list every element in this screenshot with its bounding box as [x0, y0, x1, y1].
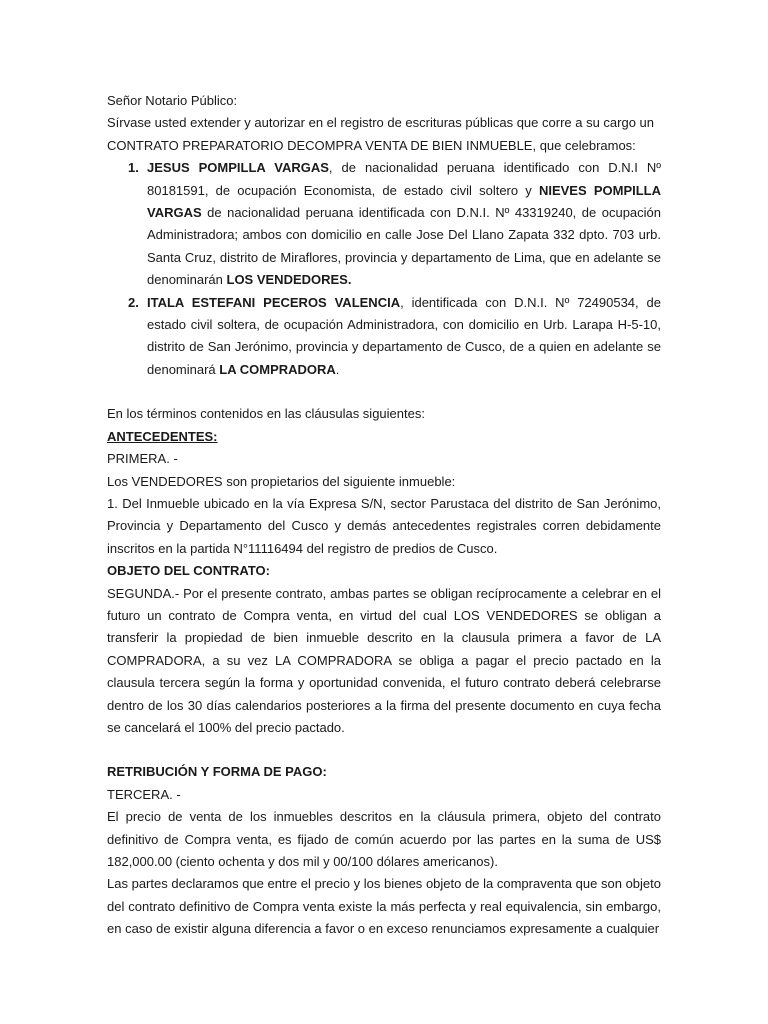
- tercera-paragraph-2: Las partes declaramos que entre el precio y los bienes objeto de la compraventa que son objeto del contrato definitivo de Compra venta existe la más perfecta y real equivalencia, sin embargo, en caso de existir alguna diferencia a favor o en exceso renunciamos expresamente a cualquier: [107, 876, 661, 937]
- parties-list: [107, 157, 661, 381]
- party-item-2: [107, 292, 661, 382]
- party-number: 2.: [128, 294, 139, 310]
- antecedentes-heading: ANTECEDENTES:: [107, 428, 218, 444]
- segunda-clause: SEGUNDA.- Por el presente contrato, ambas partes se obligan recíprocamente a celebrar en el futuro un contrato de Compra venta, en virtud del cual LOS VENDEDORES se obligan a transferir la propiedad de bien inmueble descrito en la clausula primera a favor de LA COMPRADORA, a su vez LA COMPRADORA se obliga a pagar el precio pactado en la clausula tercera según la forma y oportunidad convenida, el futuro contrato deberá celebrarse dentro de los 30 días calendarios posteriores a la firma del presente documento en cuya fecha se cancelará el 100% del precio pactado.: [107, 585, 661, 735]
- tercera-label: TERCERA. -: [107, 786, 181, 802]
- party-name: ITALA ESTEFANI PECEROS VALENCIA: [147, 294, 401, 310]
- tercera-paragraph-1: El precio de venta de los inmuebles descritos en la cláusula primera, objeto del contrato definitivo de Compra venta, es fijado de común acuerdo por las partes en la suma de US$ 182,000.00 (ciento ochenta y dos mil y 00/100 dólares americanos).: [107, 809, 661, 869]
- party-details: , identificada con D.N.I. Nº 72490534, de estado civil soltera, de ocupación Administradora, con domicilio en Urb. Larapa H-5-10, distrito de San Jerónimo, provincia y departamento de Cusco, de a quien en adelante se denominará: [147, 294, 661, 377]
- party-role: LOS VENDEDORES.: [226, 272, 352, 288]
- party-details: , de nacionalidad peruana identificado con D.N.I Nº 80181591, de ocupación Economista, de estado civil soltero y: [147, 160, 661, 198]
- intro-line-1: Sírvase usted extender y autorizar en el registro de escrituras públicas que corre a su cargo un: [107, 115, 655, 131]
- party-role: LA COMPRADORA: [219, 361, 336, 377]
- party-number: 1.: [128, 160, 139, 176]
- primera-label: PRIMERA. -: [107, 451, 178, 467]
- objeto-heading: OBJETO DEL CONTRATO:: [107, 563, 270, 579]
- intro-line-2: CONTRATO PREPARATORIO DECOMPRA VENTA DE BIEN INMUEBLE, que celebramos:: [107, 137, 636, 153]
- primera-line: Los VENDEDORES son propietarios del siguiente inmueble:: [107, 473, 456, 489]
- party-item-1: [107, 157, 661, 291]
- primera-item: 1. Del Inmueble ubicado en la vía Expresa S/N, sector Parustaca del distrito de San Jerónimo, Provincia y Departamento del Cusco y demás antecedentes registrales corren debidamente inscritos en la partida N°11116494 del registro de predios de Cusco.: [107, 495, 661, 556]
- party-name: NIEVES POMPILLA VARGAS: [147, 182, 661, 221]
- party-name: JESUS POMPILLA VARGAS: [147, 160, 329, 176]
- greeting: Señor Notario Público:: [107, 93, 238, 108]
- party-details: de nacionalidad peruana identificada con D.N.I. Nº 43319240, de ocupación Administradora; ambos con domicilio en calle Jose Del Llano Zapata 332 dpto. 703 urb. Santa Cruz, distrito de Miraflores, provincia y departamento de Lima, que en adelante se denominarán: [147, 205, 661, 288]
- terms-intro: En los términos contenidos en las cláusulas siguientes:: [107, 406, 425, 422]
- retribucion-heading: RETRIBUCIÓN Y FORMA DE PAGO:: [107, 764, 327, 780]
- party-details: .: [335, 361, 340, 377]
